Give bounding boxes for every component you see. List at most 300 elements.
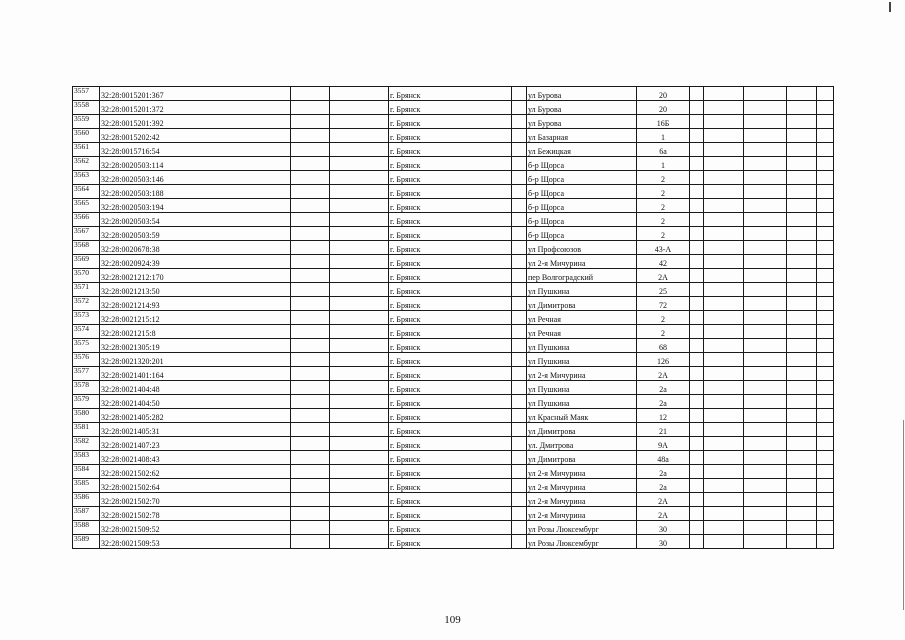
empty-cell xyxy=(512,269,527,283)
street-cell: ул Профсоюзов xyxy=(527,241,637,255)
table-row xyxy=(73,367,834,381)
row-number-cell: 3582 xyxy=(73,437,100,451)
empty-cell xyxy=(744,325,787,339)
empty-cell xyxy=(690,297,704,311)
empty-cell xyxy=(704,521,744,535)
row-number-cell: 3557 xyxy=(73,87,100,101)
empty-cell xyxy=(787,535,817,549)
empty-cell xyxy=(330,493,389,507)
empty-cell xyxy=(690,311,704,325)
empty-cell xyxy=(291,521,330,535)
city-cell: г. Брянск xyxy=(389,297,512,311)
street-cell: ул Речная xyxy=(527,311,637,325)
row-number-cell: 3575 xyxy=(73,339,100,353)
empty-cell xyxy=(817,423,834,437)
street-cell: ул Бежицкая xyxy=(527,143,637,157)
table-row xyxy=(73,479,834,493)
empty-cell xyxy=(690,521,704,535)
row-number-cell: 3579 xyxy=(73,395,100,409)
row-number-cell: 3588 xyxy=(73,521,100,535)
city-cell: г. Брянск xyxy=(389,101,512,115)
empty-cell xyxy=(704,255,744,269)
house-number-cell: 2а xyxy=(637,395,690,409)
empty-cell xyxy=(330,479,389,493)
empty-cell xyxy=(744,367,787,381)
table-row xyxy=(73,409,834,423)
empty-cell xyxy=(817,479,834,493)
house-number-cell: 2а xyxy=(637,479,690,493)
city-cell: г. Брянск xyxy=(389,423,512,437)
empty-cell xyxy=(330,199,389,213)
empty-cell xyxy=(744,493,787,507)
row-number-cell: 3561 xyxy=(73,143,100,157)
cadastral-number-cell: 32:28:0021214:93 xyxy=(100,297,291,311)
street-cell: ул Димитрова xyxy=(527,297,637,311)
empty-cell xyxy=(817,171,834,185)
empty-cell xyxy=(704,157,744,171)
empty-cell xyxy=(291,101,330,115)
city-cell: г. Брянск xyxy=(389,339,512,353)
empty-cell xyxy=(690,185,704,199)
city-cell: г. Брянск xyxy=(389,409,512,423)
row-number-cell: 3558 xyxy=(73,101,100,115)
empty-cell xyxy=(330,535,389,549)
empty-cell xyxy=(704,185,744,199)
street-cell: ул Розы Люксембург xyxy=(527,521,637,535)
cadastral-number-cell: 32:28:0015201:367 xyxy=(100,87,291,101)
empty-cell xyxy=(330,283,389,297)
empty-cell xyxy=(787,129,817,143)
empty-cell xyxy=(291,507,330,521)
empty-cell xyxy=(690,409,704,423)
house-number-cell: 2 xyxy=(637,325,690,339)
house-number-cell: 1 xyxy=(637,129,690,143)
empty-cell xyxy=(512,157,527,171)
street-cell: ул Бурова xyxy=(527,101,637,115)
empty-cell xyxy=(704,451,744,465)
street-cell: ул Пушкина xyxy=(527,353,637,367)
empty-cell xyxy=(512,409,527,423)
cadastral-number-cell: 32:28:0021502:62 xyxy=(100,465,291,479)
empty-cell xyxy=(704,213,744,227)
city-cell: г. Брянск xyxy=(389,115,512,129)
empty-cell xyxy=(330,241,389,255)
empty-cell xyxy=(744,101,787,115)
street-cell: ул Димитрова xyxy=(527,451,637,465)
empty-cell xyxy=(817,311,834,325)
empty-cell xyxy=(512,339,527,353)
empty-cell xyxy=(330,381,389,395)
cadastral-number-cell: 32:28:0021407:23 xyxy=(100,437,291,451)
city-cell: г. Брянск xyxy=(389,521,512,535)
table-row xyxy=(73,395,834,409)
empty-cell xyxy=(704,465,744,479)
empty-cell xyxy=(817,227,834,241)
house-number-cell: 12 xyxy=(637,409,690,423)
empty-cell xyxy=(704,395,744,409)
empty-cell xyxy=(690,269,704,283)
city-cell: г. Брянск xyxy=(389,171,512,185)
table-body xyxy=(73,87,834,549)
empty-cell xyxy=(291,143,330,157)
empty-cell xyxy=(704,115,744,129)
empty-cell xyxy=(690,479,704,493)
street-cell: ул Речная xyxy=(527,325,637,339)
empty-cell xyxy=(291,157,330,171)
house-number-cell: 72 xyxy=(637,297,690,311)
empty-cell xyxy=(512,465,527,479)
empty-cell xyxy=(690,129,704,143)
cadastral-number-cell: 32:28:0021320:201 xyxy=(100,353,291,367)
empty-cell xyxy=(512,325,527,339)
city-cell: г. Брянск xyxy=(389,255,512,269)
empty-cell xyxy=(787,199,817,213)
empty-cell xyxy=(744,451,787,465)
empty-cell xyxy=(787,451,817,465)
empty-cell xyxy=(787,409,817,423)
house-number-cell: 30 xyxy=(637,521,690,535)
table-row xyxy=(73,227,834,241)
cadastral-number-cell: 32:28:0020503:188 xyxy=(100,185,291,199)
empty-cell xyxy=(744,157,787,171)
empty-cell xyxy=(704,423,744,437)
empty-cell xyxy=(291,395,330,409)
scan-edge-mark xyxy=(903,420,904,610)
empty-cell xyxy=(817,521,834,535)
house-number-cell: 16Б xyxy=(637,115,690,129)
empty-cell xyxy=(704,437,744,451)
empty-cell xyxy=(291,353,330,367)
city-cell: г. Брянск xyxy=(389,325,512,339)
city-cell: г. Брянск xyxy=(389,451,512,465)
empty-cell xyxy=(330,101,389,115)
table-row xyxy=(73,311,834,325)
empty-cell xyxy=(512,451,527,465)
empty-cell xyxy=(787,395,817,409)
empty-cell xyxy=(744,227,787,241)
street-cell: ул Бурова xyxy=(527,115,637,129)
empty-cell xyxy=(704,143,744,157)
empty-cell xyxy=(512,521,527,535)
empty-cell xyxy=(291,129,330,143)
cadastral-number-cell: 32:28:0015201:372 xyxy=(100,101,291,115)
city-cell: г. Брянск xyxy=(389,283,512,297)
row-number-cell: 3581 xyxy=(73,423,100,437)
cadastral-number-cell: 32:28:0021212:170 xyxy=(100,269,291,283)
empty-cell xyxy=(744,213,787,227)
row-number-cell: 3572 xyxy=(73,297,100,311)
empty-cell xyxy=(744,311,787,325)
empty-cell xyxy=(787,381,817,395)
table-row xyxy=(73,213,834,227)
empty-cell xyxy=(704,339,744,353)
street-cell: б-р Щорса xyxy=(527,171,637,185)
street-cell: б-р Щорса xyxy=(527,227,637,241)
empty-cell xyxy=(690,171,704,185)
empty-cell xyxy=(744,395,787,409)
house-number-cell: 68 xyxy=(637,339,690,353)
table-row xyxy=(73,339,834,353)
city-cell: г. Брянск xyxy=(389,535,512,549)
house-number-cell: 43-А xyxy=(637,241,690,255)
table-row xyxy=(73,353,834,367)
empty-cell xyxy=(291,199,330,213)
empty-cell xyxy=(744,353,787,367)
house-number-cell: 20 xyxy=(637,87,690,101)
empty-cell xyxy=(512,283,527,297)
empty-cell xyxy=(704,101,744,115)
empty-cell xyxy=(744,521,787,535)
empty-cell xyxy=(817,353,834,367)
empty-cell xyxy=(704,227,744,241)
city-cell: г. Брянск xyxy=(389,185,512,199)
empty-cell xyxy=(704,87,744,101)
cadastral-number-cell: 32:28:0021404:48 xyxy=(100,381,291,395)
empty-cell xyxy=(512,381,527,395)
empty-cell xyxy=(690,395,704,409)
empty-cell xyxy=(787,311,817,325)
empty-cell xyxy=(512,185,527,199)
empty-cell xyxy=(291,227,330,241)
cadastral-number-cell: 32:28:0020503:59 xyxy=(100,227,291,241)
empty-cell xyxy=(512,227,527,241)
table-row xyxy=(73,507,834,521)
row-number-cell: 3576 xyxy=(73,353,100,367)
empty-cell xyxy=(512,87,527,101)
table-row xyxy=(73,465,834,479)
empty-cell xyxy=(787,339,817,353)
table-row xyxy=(73,451,834,465)
empty-cell xyxy=(744,269,787,283)
empty-cell xyxy=(330,423,389,437)
empty-cell xyxy=(330,353,389,367)
house-number-cell: 21 xyxy=(637,423,690,437)
empty-cell xyxy=(291,311,330,325)
empty-cell xyxy=(330,451,389,465)
empty-cell xyxy=(330,227,389,241)
cadastral-number-cell: 32:28:0020924:39 xyxy=(100,255,291,269)
page-number: 109 xyxy=(444,614,461,626)
empty-cell xyxy=(744,339,787,353)
empty-cell xyxy=(291,297,330,311)
empty-cell xyxy=(291,269,330,283)
empty-cell xyxy=(744,241,787,255)
empty-cell xyxy=(744,297,787,311)
table-row xyxy=(73,143,834,157)
empty-cell xyxy=(817,213,834,227)
street-cell: б-р Щорса xyxy=(527,185,637,199)
empty-cell xyxy=(787,493,817,507)
house-number-cell: 2А xyxy=(637,367,690,381)
empty-cell xyxy=(817,325,834,339)
empty-cell xyxy=(291,451,330,465)
empty-cell xyxy=(690,353,704,367)
table-row xyxy=(73,423,834,437)
empty-cell xyxy=(291,381,330,395)
row-number-cell: 3569 xyxy=(73,255,100,269)
table-row xyxy=(73,535,834,549)
house-number-cell: 2 xyxy=(637,213,690,227)
empty-cell xyxy=(690,115,704,129)
empty-cell xyxy=(512,297,527,311)
empty-cell xyxy=(330,437,389,451)
empty-cell xyxy=(330,409,389,423)
empty-cell xyxy=(291,185,330,199)
empty-cell xyxy=(744,115,787,129)
empty-cell xyxy=(291,479,330,493)
empty-cell xyxy=(512,311,527,325)
city-cell: г. Брянск xyxy=(389,465,512,479)
house-number-cell: 48а xyxy=(637,451,690,465)
empty-cell xyxy=(512,101,527,115)
empty-cell xyxy=(787,437,817,451)
empty-cell xyxy=(512,535,527,549)
street-cell: ул Базарная xyxy=(527,129,637,143)
empty-cell xyxy=(817,339,834,353)
row-number-cell: 3585 xyxy=(73,479,100,493)
city-cell: г. Брянск xyxy=(389,213,512,227)
empty-cell xyxy=(817,507,834,521)
empty-cell xyxy=(690,255,704,269)
empty-cell xyxy=(787,479,817,493)
empty-cell xyxy=(291,535,330,549)
empty-cell xyxy=(704,297,744,311)
house-number-cell: 2А xyxy=(637,269,690,283)
empty-cell xyxy=(291,423,330,437)
empty-cell xyxy=(291,283,330,297)
empty-cell xyxy=(291,87,330,101)
cadastral-number-cell: 32:28:0020503:54 xyxy=(100,213,291,227)
house-number-cell: 30 xyxy=(637,535,690,549)
table-row xyxy=(73,87,834,101)
empty-cell xyxy=(744,409,787,423)
empty-cell xyxy=(690,423,704,437)
street-cell: ул Розы Люксембург xyxy=(527,535,637,549)
empty-cell xyxy=(817,395,834,409)
street-cell: ул 2-я Мичурина xyxy=(527,255,637,269)
empty-cell xyxy=(787,227,817,241)
street-cell: ул 2-я Мичурина xyxy=(527,367,637,381)
cadastral-number-cell: 32:28:0021215:8 xyxy=(100,325,291,339)
empty-cell xyxy=(744,129,787,143)
street-cell: ул Пушкина xyxy=(527,283,637,297)
empty-cell xyxy=(512,479,527,493)
row-number-cell: 3580 xyxy=(73,409,100,423)
empty-cell xyxy=(704,367,744,381)
empty-cell xyxy=(817,535,834,549)
cadastral-number-cell: 32:28:0021405:282 xyxy=(100,409,291,423)
empty-cell xyxy=(817,465,834,479)
cadastral-number-cell: 32:28:0021404:50 xyxy=(100,395,291,409)
house-number-cell: 2а xyxy=(637,465,690,479)
empty-cell xyxy=(512,395,527,409)
empty-cell xyxy=(512,115,527,129)
table-row xyxy=(73,171,834,185)
empty-cell xyxy=(817,143,834,157)
empty-cell xyxy=(744,423,787,437)
empty-cell xyxy=(330,171,389,185)
empty-cell xyxy=(787,143,817,157)
empty-cell xyxy=(512,241,527,255)
cadastral-number-cell: 32:28:0021215:12 xyxy=(100,311,291,325)
city-cell: г. Брянск xyxy=(389,241,512,255)
empty-cell xyxy=(330,157,389,171)
street-cell: ул 2-я Мичурина xyxy=(527,493,637,507)
house-number-cell: 2А xyxy=(637,507,690,521)
row-number-cell: 3586 xyxy=(73,493,100,507)
house-number-cell: 20 xyxy=(637,101,690,115)
house-number-cell: 25 xyxy=(637,283,690,297)
table-row xyxy=(73,493,834,507)
city-cell: г. Брянск xyxy=(389,353,512,367)
street-cell: ул 2-я Мичурина xyxy=(527,465,637,479)
empty-cell xyxy=(291,465,330,479)
cadastral-number-cell: 32:28:0021502:70 xyxy=(100,493,291,507)
city-cell: г. Брянск xyxy=(389,227,512,241)
empty-cell xyxy=(690,339,704,353)
table-row xyxy=(73,521,834,535)
empty-cell xyxy=(787,213,817,227)
cadastral-number-cell: 32:28:0021405:31 xyxy=(100,423,291,437)
city-cell: г. Брянск xyxy=(389,479,512,493)
empty-cell xyxy=(690,437,704,451)
empty-cell xyxy=(690,213,704,227)
empty-cell xyxy=(704,269,744,283)
empty-cell xyxy=(817,297,834,311)
empty-cell xyxy=(744,381,787,395)
street-cell: ул Димитрова xyxy=(527,423,637,437)
row-number-cell: 3559 xyxy=(73,115,100,129)
row-number-cell: 3568 xyxy=(73,241,100,255)
street-cell: ул Пушкина xyxy=(527,381,637,395)
empty-cell xyxy=(330,255,389,269)
empty-cell xyxy=(330,115,389,129)
cadastral-number-cell: 32:28:0021502:64 xyxy=(100,479,291,493)
empty-cell xyxy=(817,283,834,297)
empty-cell xyxy=(330,129,389,143)
empty-cell xyxy=(690,493,704,507)
empty-cell xyxy=(291,437,330,451)
empty-cell xyxy=(744,437,787,451)
row-number-cell: 3566 xyxy=(73,213,100,227)
empty-cell xyxy=(817,451,834,465)
house-number-cell: 2 xyxy=(637,185,690,199)
city-cell: г. Брянск xyxy=(389,157,512,171)
empty-cell xyxy=(690,241,704,255)
empty-cell xyxy=(330,367,389,381)
empty-cell xyxy=(817,381,834,395)
street-cell: ул. Дмитрова xyxy=(527,437,637,451)
empty-cell xyxy=(744,465,787,479)
house-number-cell: 6а xyxy=(637,143,690,157)
row-number-cell: 3567 xyxy=(73,227,100,241)
empty-cell xyxy=(690,325,704,339)
house-number-cell: 42 xyxy=(637,255,690,269)
empty-cell xyxy=(291,367,330,381)
city-cell: г. Брянск xyxy=(389,311,512,325)
cadastral-number-cell: 32:28:0021401:164 xyxy=(100,367,291,381)
empty-cell xyxy=(787,241,817,255)
cadastral-number-cell: 32:28:0015716:54 xyxy=(100,143,291,157)
empty-cell xyxy=(512,129,527,143)
empty-cell xyxy=(744,87,787,101)
empty-cell xyxy=(704,409,744,423)
empty-cell xyxy=(291,171,330,185)
empty-cell xyxy=(787,115,817,129)
empty-cell xyxy=(817,185,834,199)
empty-cell xyxy=(817,493,834,507)
table-row xyxy=(73,269,834,283)
